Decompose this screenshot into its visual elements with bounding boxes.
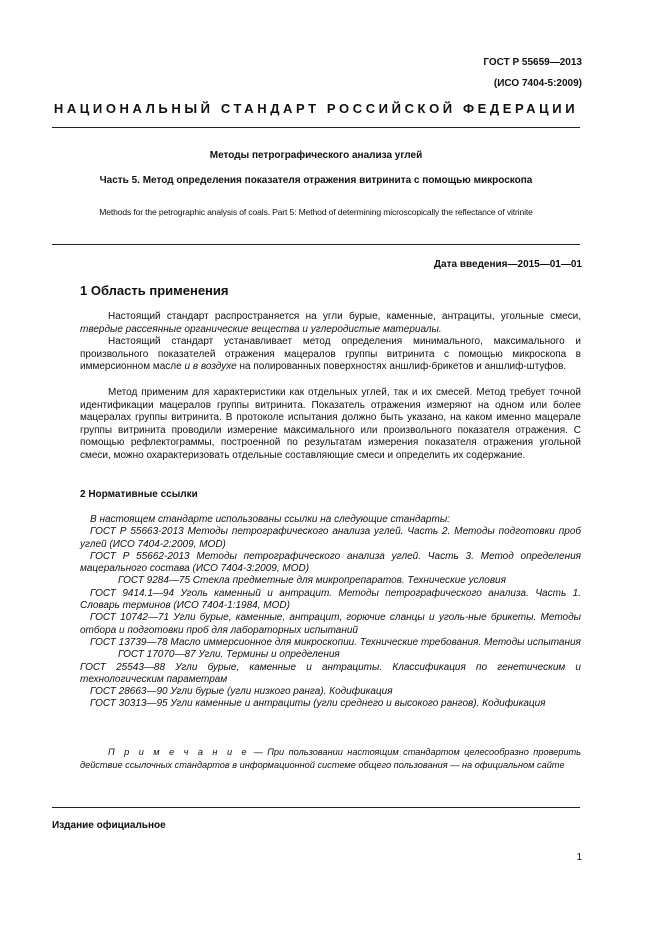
introduction-date: Дата введения—2015—01—01 bbox=[433, 259, 582, 270]
document-part-title: Часть 5. Метод определения показателя отражения витринита с помощью микроскопа bbox=[99, 175, 533, 186]
text-run: Настоящий стандарт устанавливает метод определения минимального, максимального и произвольного показателей отражения мацералов группы витринита с помощью микроскопа в иммерсионном масле bbox=[80, 336, 581, 373]
official-edition-label: Издание официальное bbox=[52, 820, 166, 831]
page-number: 1 bbox=[576, 852, 582, 863]
reference-item: ГОСТ 17070—87 Угли. Термины и определения bbox=[118, 649, 340, 661]
text-run: на полированных поверхностях аншлиф-брикетов и аншлиф-штуфов. bbox=[236, 361, 567, 373]
footer-divider bbox=[52, 807, 580, 808]
paragraph-scope bbox=[80, 311, 581, 336]
paragraph-method bbox=[80, 336, 581, 374]
note bbox=[80, 746, 581, 771]
note-label: П р и м е ч а н и е bbox=[108, 747, 250, 757]
section-2-heading: 2 Нормативные ссылки bbox=[80, 489, 198, 500]
title-divider bbox=[52, 244, 580, 245]
top-divider bbox=[52, 127, 580, 128]
national-standard-title: НАЦИОНАЛЬНЫЙ СТАНДАРТ РОССИЙСКОЙ ФЕДЕРАЦИИ bbox=[53, 101, 579, 116]
iso-code: (ИСО 7404-5:2009) bbox=[493, 78, 582, 89]
text-run-italic: и в воздухе bbox=[184, 361, 237, 373]
section-1-text-continued bbox=[80, 387, 581, 463]
normative-references bbox=[80, 514, 581, 711]
reference-item: ГОСТ 25543—88 Угли бурые, каменные и антрациты. Классификация по генетическим и технологическим параметрам bbox=[80, 661, 581, 685]
reference-item: ГОСТ 9284—75 Стекла предметные для микропрепаратов. Технические условия bbox=[118, 575, 506, 587]
reference-item: ГОСТ 28663—90 Угли бурые (угли низкого ранга). Кодификация bbox=[90, 686, 393, 698]
reference-item: ГОСТ Р 55662-2013 Методы петрографического анализа углей. Часть 3. Метод определения мацерального состава (ИСО 7404-3:2009, MOD) bbox=[80, 550, 581, 575]
document-title: Методы петрографического анализа углей bbox=[209, 150, 423, 161]
section-1-text bbox=[80, 311, 581, 374]
standard-code: ГОСТ Р 55659—2013 bbox=[483, 57, 582, 68]
paragraph-applicability: Метод применим для характеристики как отдельных углей, так и их смесей. Метод требует точной идентификации мацералов группы витринита. Показатель отражения измеряют на одном или более мацералах группы витринита. В протоколе испытания должно быть указано, на каком именно мацерале группы витринита проводили измерение максимального или произвольного показателя отражения. С помощью рефлектограммы, построенной по результатам измерения показателя отражения угольной смеси, можно охарактеризовать отдельные составляющие смеси и определить их содержание. bbox=[80, 387, 581, 461]
reference-item: ГОСТ 10742—71 Угли бурые, каменные, антрацит, горючие сланцы и уголь-ные брикеты. Методы отбора и подготовки проб для лабораторных испытаний bbox=[80, 612, 581, 636]
reference-item: ГОСТ Р 55663-2013 Методы петрографического анализа углей. Часть 2. Методы подготовки проб углей (ИСО 7404-2:2009, MOD) bbox=[80, 526, 581, 550]
reference-item: ГОСТ 30313—95 Угли каменные и антрациты (угли среднего и высокого рангов). Кодификация bbox=[90, 698, 546, 710]
references-intro: В настоящем стандарте использованы ссылки на следующие стандарты: bbox=[90, 514, 450, 525]
english-title: Methods for the petrographic analysis of coals. Part 5: Method of determining microscopically the reflectance of vitrinite bbox=[99, 207, 533, 217]
text-run-italic: твердые рассеянные органические вещества и углеродистые материалы. bbox=[80, 323, 442, 335]
reference-item: ГОСТ 13739—78 Масло иммерсионное для микроскопии. Технические требования. Методы испытания bbox=[90, 636, 581, 648]
note-paragraph bbox=[80, 746, 581, 771]
note-text: — При пользовании настоящим стандартом целесообразно проверить действие ссылочных стандартов в информационной системе общего пользования — на официальном сайте bbox=[80, 747, 581, 770]
reference-item: ГОСТ 9414.1—94 Уголь каменный и антрацит. Методы петрографического анализа. Часть 1. Словарь терминов (ИСО 7404-1:1984, MOD) bbox=[80, 587, 581, 612]
section-1-heading: 1 Область применения bbox=[80, 283, 229, 298]
text-run: Настоящий стандарт распространяется на угли бурые, каменные, антрациты, угольные смеси, bbox=[108, 311, 581, 322]
